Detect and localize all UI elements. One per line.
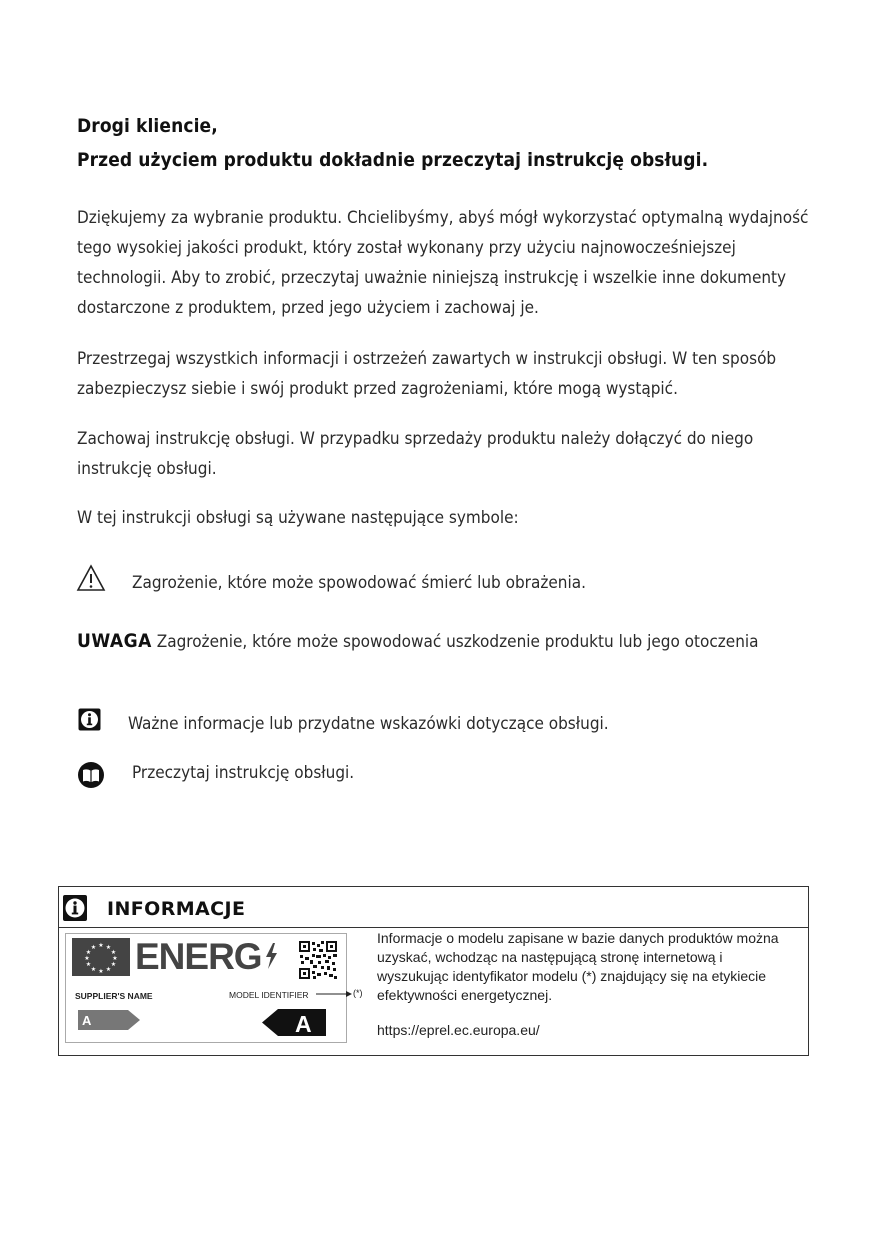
svg-text:★: ★ xyxy=(90,944,97,951)
energy-class-scale-arrow xyxy=(78,1010,140,1030)
eprel-url[interactable]: https://eprel.ec.europa.eu/ xyxy=(377,1022,540,1038)
greeting-heading: Drogi kliencie, xyxy=(77,115,218,137)
info-symbol-text: Ważne informacje lub przydatne wskazówki dotyczące obsługi. xyxy=(128,714,609,734)
svg-text:★: ★ xyxy=(105,944,112,951)
energy-class-indicator-letter: A xyxy=(295,1011,312,1036)
energy-label-illustration xyxy=(65,933,347,1043)
qr-code-icon xyxy=(298,940,338,980)
warning-symbol-text: Zagrożenie, które może spowodować śmierć lub obrażenia. xyxy=(132,573,586,593)
supplier-name-label: SUPPLIER'S NAME xyxy=(75,991,153,1001)
warning-triangle-icon xyxy=(76,564,106,592)
svg-text:★: ★ xyxy=(105,966,112,973)
svg-text:★: ★ xyxy=(98,968,104,975)
svg-text:★: ★ xyxy=(110,961,117,968)
symbols-intro-paragraph: W tej instrukcji obsługi są używane następujące symbole: xyxy=(77,508,519,528)
energy-class-indicator-arrow xyxy=(262,1009,326,1036)
model-identifier-label: MODEL IDENTIFIER xyxy=(229,990,309,1000)
svg-text:★: ★ xyxy=(84,955,90,962)
caution-label: UWAGA xyxy=(77,630,152,652)
info-icon xyxy=(78,708,101,731)
information-box-title: INFORMACJE xyxy=(107,898,246,920)
svg-text:★: ★ xyxy=(112,955,118,962)
svg-text:★: ★ xyxy=(85,949,92,956)
asterisk-marker: (*) xyxy=(353,988,363,998)
info-box-icon xyxy=(63,895,87,921)
warnings-paragraph: Przestrzegaj wszystkich informacji i ostrzeżeń zawartych w instrukcji obsługi. W ten sposób zabezpieczysz siebie i swój produkt przed zagrożeniami, które mogą wystąpić. xyxy=(77,349,777,399)
svg-text:★: ★ xyxy=(90,966,97,973)
eprel-description: Informacje o modelu zapisane w bazie danych produktów można uzyskać, wchodząc na następującą stronę internetową i wyszukując identyfikator modelu (*) znajdujący się na etykiecie efektywności energetycznej. xyxy=(377,930,779,1003)
svg-text:★: ★ xyxy=(85,961,92,968)
instruction-heading: Przed użyciem produktu dokładnie przeczytaj instrukcję obsługi. xyxy=(77,149,709,171)
manual-symbol-text: Przeczytaj instrukcję obsługi. xyxy=(132,763,355,783)
model-pointer-arrow xyxy=(316,989,352,999)
energy-class-scale-letter: A xyxy=(82,1013,92,1028)
caution-text: Zagrożenie, które może spowodować uszkodzenie produktu lub jego otoczenia xyxy=(156,632,759,652)
lightning-icon xyxy=(264,943,278,969)
caution-row xyxy=(77,626,817,657)
read-manual-icon xyxy=(77,761,105,789)
svg-text:★: ★ xyxy=(110,949,117,956)
intro-paragraph: Dziękujemy za wybranie produktu. Chcielibyśmy, abyś mógł wykorzystać optymalną wydajność tego wysokiej jakości produkt, który został wykonany przy użyciu najnowocześniejszej technologii. Aby to zrobić, przeczytaj uważnie niniejszą instrukcję i wszelkie inne dokumenty dostarczone z produktem, przed jego użyciem i zachowaj je. xyxy=(77,208,809,318)
energy-word: ENERG xyxy=(135,936,278,978)
information-box-header xyxy=(59,887,808,928)
eu-flag-icon xyxy=(72,938,130,976)
information-box xyxy=(58,886,809,1056)
svg-text:★: ★ xyxy=(98,942,104,949)
keep-manual-paragraph: Zachowaj instrukcję obsługi. W przypadku sprzedaży produktu należy dołączyć do niego instrukcję obsługi. xyxy=(77,429,754,479)
